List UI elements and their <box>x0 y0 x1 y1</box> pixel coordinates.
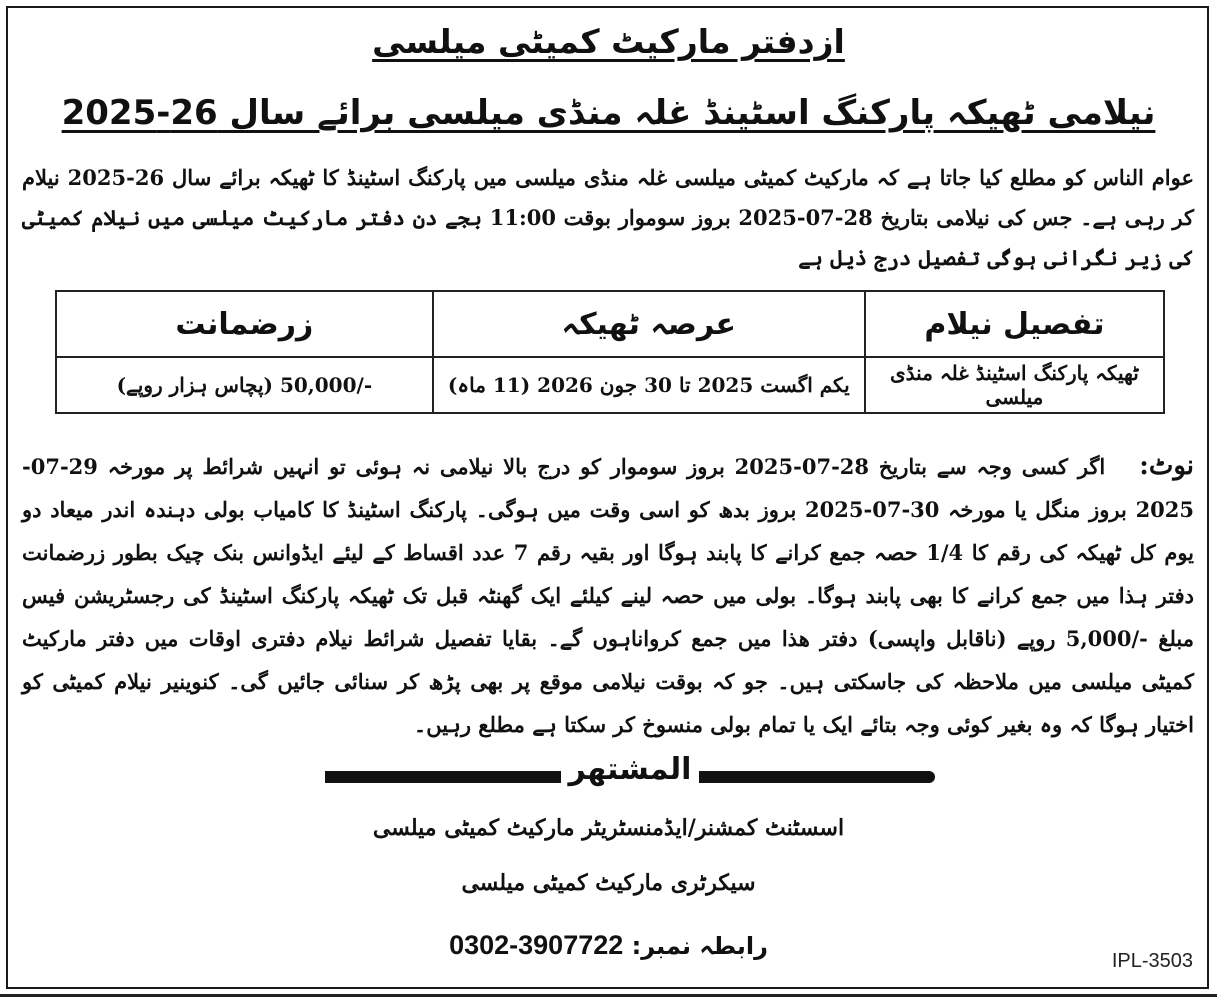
contact-line <box>0 930 1217 961</box>
note-text: اگر کسی وجہ سے بتاریخ 28-07-2025 بروز سوموار کو درج بالا نیلامی نہ ہوئی تو انہیں شرائط پر مورخہ 29-07-2025 بروز منگل یا مورخہ 30-07-2025 بروز بدھ کو اسی وقت میں ہوگی۔ پارکنگ اسٹینڈ کا کامیاب بولی دہندہ اندر میعاد دو یوم کل ٹھیکہ کی رقم کا 1/4 حصہ جمع کرانے کا پابند ہوگا اور بقیہ رقم 7 عدد اقساط کے لیئے ایڈوانس بنک چیک بطور زرضمانت دفتر ہذا میں جمع کرانے کا بھی پابند ہوگا۔ بولی میں حصہ لینے کیلئے ایک گھنٹہ قبل تک ٹھیکہ پارکنگ اسٹینڈ کی رجسٹریشن فیس مبلغ -/5,000 روپے (ناقابل واپسی) دفتر ھذا میں جمع کرواناہوں گے۔ بقایا تفصیل شرائط نیلام دفتری اوقات میں دفتر مارکیٹ کمیٹی میلسی میں ملاحظہ کی جاسکتی ہیں۔ جو کہ بوقت نیلامی موقع پر بھی پڑھ کر سنائی جائیں گی۔ کنوینیر نیلام کمیٹی کو اختیار ہوگا کہ وہ بغیر کوئی وجہ بتائے ایک یا تمام بولی منسوخ کر سکتا ہے مطلع رہیں۔ <box>22 454 1195 737</box>
cell-auction-detail: ٹھیکہ پارکنگ اسٹینڈ غلہ منڈی میلسی <box>865 357 1164 413</box>
contact-number: 0302-3907722 <box>449 930 624 960</box>
reference-code: IPL-3503 <box>1111 950 1193 972</box>
cell-contract-period: یکم اگست 2025 تا 30 جون 2026 (11 ماہ) <box>433 357 865 413</box>
signature-line-2: سیکرٹری مارکیٹ کمیٹی میلسی <box>461 870 756 896</box>
contact-label: رابطہ نمبر: <box>631 932 768 960</box>
header-security-deposit: زرضمانت <box>56 291 433 357</box>
header-contract-period: عرصہ ٹھیکہ <box>433 291 865 357</box>
notice-title <box>0 92 1217 133</box>
note-paragraph <box>22 445 1194 746</box>
cell-security-deposit: -/50,000 (پچاس ہزار روپے) <box>56 357 433 413</box>
table-row <box>56 357 1164 413</box>
header-auction-detail: تفصیل نیلام <box>865 291 1164 357</box>
notice-title-text: نیلامی ٹھیکہ پارکنگ اسٹینڈ غلہ منڈی میلسی برائے سال 26-2025 <box>61 93 1156 133</box>
bottom-rule <box>0 994 1217 997</box>
auction-details-table <box>55 290 1165 414</box>
intro-paragraph: عوام الناس کو مطلع کیا جاتا ہے کہ مارکیٹ کمیٹی میلسی غلہ منڈی میلسی میں پارکنگ اسٹینڈ کا ٹھیکہ برائے سال 26-2025 نیلام کر رہی ہے۔ جس کی نیلامی بتاریخ 28-07-2025 بروز سوموار بوقت 11:00 بجے دن دفتر مارکیٹ میلسی میں نیلام کمیٹی کی زیر نگرانی ہوگی تفصیل درج ذیل ہے <box>22 165 1195 270</box>
advertiser-text: المشتھر <box>561 752 700 787</box>
signature-line-1: اسسٹنٹ کمشنر/ایڈمنسٹریٹر مارکیٹ کمیٹی میلسی <box>372 815 845 841</box>
office-heading <box>0 22 1217 61</box>
advertiser-heading <box>325 752 935 794</box>
office-heading-text: ازدفتر مارکیٹ کمیٹی میلسی <box>372 22 845 61</box>
table-header-row <box>56 291 1164 357</box>
note-label: نوٹ: <box>1139 451 1194 481</box>
